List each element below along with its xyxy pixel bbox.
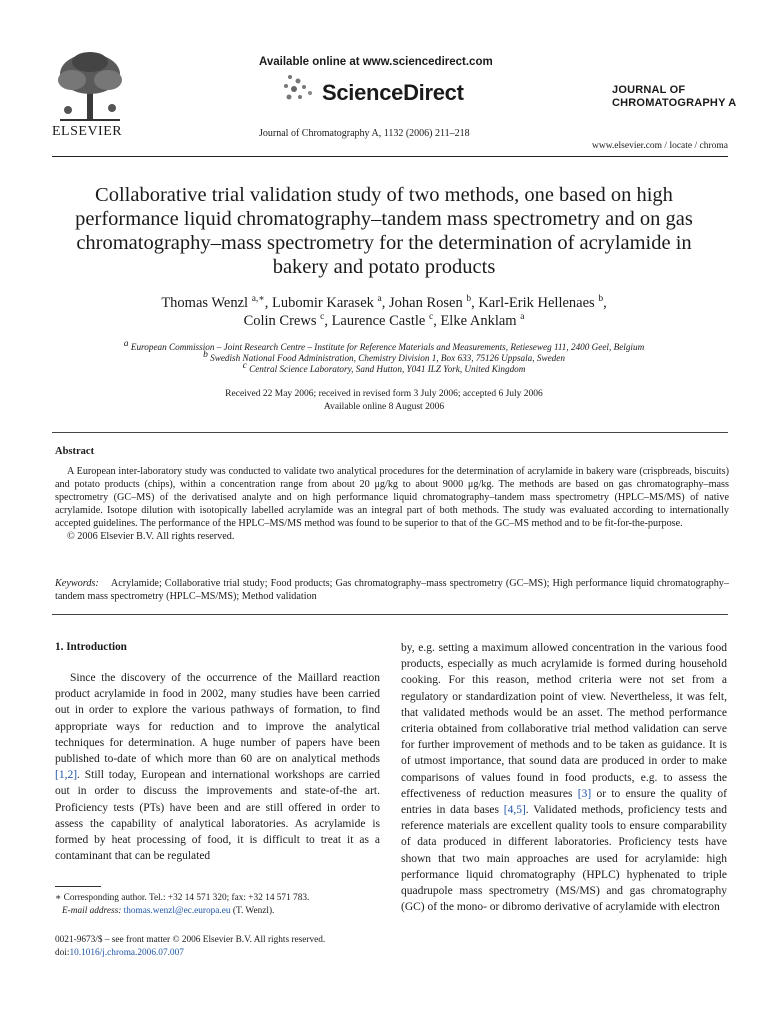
issn-line: 0021-9673/$ – see front matter © 2006 Elsevier B.V. All rights reserved. [55,935,326,945]
author-affiliation-mark[interactable]: a [520,312,525,323]
author-affiliation-mark[interactable]: b [598,294,604,305]
author-name: Laurence Castle [331,313,426,329]
journal-name-line1: JOURNAL OF [612,84,686,96]
doi-link[interactable]: 10.1016/j.chroma.2006.07.007 [69,948,184,958]
journal-name [612,84,736,110]
available-online-text: Available online at www.sciencedirect.com [259,56,493,68]
front-matter-info [55,934,385,960]
doi-label: doi: [55,948,70,958]
journal-url[interactable]: www.elsevier.com / locate / chroma [591,141,728,151]
author-affiliation-mark[interactable]: a [377,294,382,305]
affiliation-mark: b [203,349,208,360]
affiliation-item [60,338,708,353]
available-online-date: Available online 8 August 2006 [323,402,445,412]
author-name: Elke Anklam [440,313,517,329]
journal-reference: Journal of Chromatography A, 1132 (2006) 211–218 [259,128,470,139]
author-affiliation-mark[interactable]: c [320,312,325,323]
abstract-body [55,465,729,544]
author-separator: , [324,313,332,329]
sciencedirect-logo-text: ScienceDirect [322,80,464,105]
text-run: by, e.g. setting a maximum allowed concentration in the various food products, especially as much acrylamide is formed during household cooking. For this reason, method criteria were not set from a regulatory or standardization point of view. Nevertheless, it was felt, that validated methods would be an asset. The method performance criteria obtained from collaborative trial method validation can serve for further improvement of methods and to be taken as guidance. It is of utmost importance, that sound data are produced in order to make comparisons of values found in food products, e.g. to assess the effectiveness of reduction measures [401,642,727,800]
corresponding-author-footnote [55,892,380,918]
email-suffix: (T. Wenzl). [230,906,275,916]
email-label: E-mail address: [61,906,122,916]
author-affiliation-mark[interactable]: b [466,294,472,305]
article-title: Collaborative trial validation study of two methods, one based on high performance liquid chromatography–tandem mass spectrometry and on gas chromatography–mass spectrometry for the determination of acrylamide in bakery and potato products [75,184,693,278]
author-separator: , [603,295,607,311]
affiliation-list [60,338,708,375]
section-heading-introduction: 1. Introduction [55,641,127,653]
author-affiliation-mark[interactable]: c [428,312,434,323]
author-name: Colin Crews [243,313,317,329]
affiliation-text: Central Science Laboratory, Sand Hutton, Y041 ILZ York, United Kingdom [249,364,526,374]
sciencedirect-dots-icon [280,73,320,114]
abstract-heading: Abstract [55,446,95,457]
author-separator: , [433,313,441,329]
affiliation-text: Swedish National Food Administration, Chemistry Division 1, Box 633, 75126 Uppsala, Sweden [210,353,565,363]
author-name: Lubomir Karasek [272,295,374,311]
journal-name-line2: CHROMATOGRAPHY A [612,97,737,109]
paragraph [401,640,727,915]
affiliation-text: European Commission – Joint Research Centre – Institute for Reference Materials and Measurements, Retieseweg 111, 2400 Geel, Belgium [130,342,645,352]
author-list [60,294,708,330]
email-link[interactable]: thomas.wenzl@ec.europa.eu [123,906,231,916]
text-run: . Validated methods, proficiency tests and reference materials are excellent quality tools to ensure comparability of data produced in different laboratories. Proficiency tests have shown that two main approaches are used for acrylamide: high performance liquid chromatography (HPLC) hyphenated to triple quadrupole mass spectrometry (MS/MS) and gas chromatography (GC) of the mono- or dibromo derivative of acrylamide with electron [401,804,727,914]
right-column-text [401,640,727,915]
footnote-divider [55,886,101,887]
abstract-text: A European inter-laboratory study was conducted to validate two analytical procedures for the determination of acrylamide in bakery ware (crispbreads, biscuits) and potato products (chips), within a concentration range from about 20 μg/kg to about 9000 μg/kg. The methods are based on gas chromatography–mass spectrometry (GC–MS) of the derivatised analyte and on high performance liquid chromatography–tandem mass spectrometry (HPLC–MS/MS) of native acrylamide. Isotope dilution with isotopically labelled acrylamide was an integral part of both methods. The study was evaluated according to internationally accepted guidelines. The performance of the HPLC–MS/MS method was found to be superior to that of the GC–MS method and to be fit-for-the-purpose. [55,466,729,530]
author-name: Karl-Erik Hellenaes [478,295,595,311]
author-separator: , [471,295,479,311]
abstract-copyright: © 2006 Elsevier B.V. All rights reserved. [67,531,235,543]
publisher-name: ELSEVIER [52,124,123,139]
affiliation-item [60,360,708,375]
keywords-label: Keywords: [55,578,99,589]
text-run: Since the discovery of the occurrence of the Maillard reaction product acrylamide in food in 2002, many studies have been carried out in order to explore the various pathways of formation, to find appropriate ways for reduction and to improve the analytical techniques for determination. A huge number of papers have been published to-date of which more than 60 are on analytical methods [55,672,380,766]
keywords [55,577,729,603]
left-column-text [55,670,380,864]
text-run: or to ensure the quality of entries in data bases [401,787,728,817]
author-separator: , [381,295,389,311]
header-divider [52,156,728,157]
affiliation-mark: a [123,338,129,349]
abstract-top-divider [52,432,728,433]
author-affiliation-mark[interactable]: a,∗ [251,294,265,305]
citation-link[interactable]: [1,2] [55,769,78,782]
citation-link[interactable]: [4,5] [503,804,526,817]
doi-line [55,947,385,960]
abstract-bottom-divider [52,614,728,615]
received-dates: Received 22 May 2006; received in revised form 3 July 2006; accepted 6 July 2006 [225,389,543,399]
author-separator: , [264,295,273,311]
affiliation-item [60,349,708,364]
author-name: Johan Rosen [388,295,463,311]
article-dates [60,388,708,414]
corresponding-author-line: ∗ Corresponding author. Tel.: +32 14 571 320; fax: +32 14 571 783. [55,893,310,903]
text-run: . Still today, European and international workshops are carried out in order to discuss the improvements and state-of-the art. Proficiency tests (PTs) have been and are still offered in order to assess the capability of analytical laboratories. As acrylamide is formed by heat processing of food, it is difficult to treat it as a contaminant that can be regulated [55,769,380,863]
email-line [55,905,380,918]
author-name: Thomas Wenzl [161,295,249,311]
citation-link[interactable]: [3] [577,787,592,800]
keywords-list: Acrylamide; Collaborative trial study; Food products; Gas chromatography–mass spectrometry (GC–MS); High performance liquid chromatography–tandem mass spectrometry (HPLC–MS/MS); Method validation [55,578,729,603]
affiliation-mark: c [242,360,247,371]
paragraph [55,670,380,864]
